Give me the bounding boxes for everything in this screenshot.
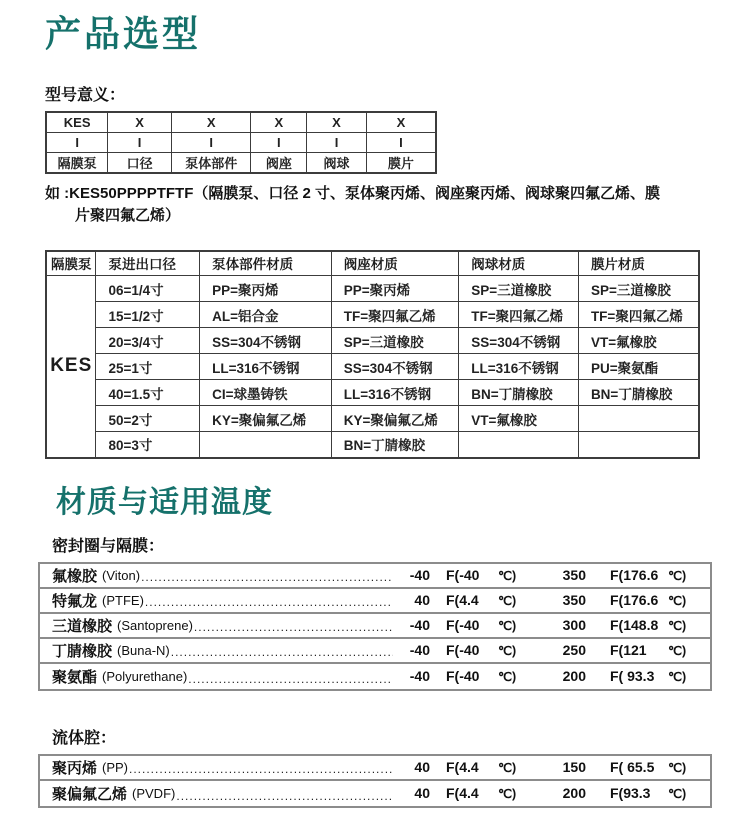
table-cell: 20=3/4寸 bbox=[96, 328, 200, 354]
material-name-en: (PP) bbox=[102, 759, 129, 775]
material-name: 特氟龙 bbox=[52, 592, 98, 610]
table-cell bbox=[200, 432, 332, 458]
max-temp-f: F(121 bbox=[610, 642, 647, 658]
header-port-size: 泵进出口径 bbox=[96, 251, 200, 276]
model-example-line1: 如 :KES50PPPPTFTF（隔膜泵、口径 2 寸、泵体聚丙烯、阀座聚丙烯、阀球聚四氟乙烯、膜 bbox=[45, 184, 661, 202]
table-cell bbox=[459, 432, 579, 458]
table-cell: SS=304不锈钢 bbox=[459, 328, 579, 354]
model-name-cell: 阀球 bbox=[307, 152, 367, 173]
model-bar-cell: I bbox=[307, 132, 367, 152]
max-temp-unit: ℃) bbox=[668, 593, 687, 608]
max-temp-f: F(93.3 bbox=[610, 785, 651, 801]
max-temp-unit: ℃) bbox=[668, 786, 687, 801]
max-temp: 350 bbox=[562, 567, 586, 583]
table-cell: SS=304不锈钢 bbox=[331, 354, 459, 380]
table-cell: TF=聚四氟乙烯 bbox=[331, 302, 459, 328]
model-name-cell: 膜片 bbox=[366, 152, 436, 173]
model-code-cell: X bbox=[251, 112, 307, 132]
table-cell: VT=氟橡胶 bbox=[578, 328, 699, 354]
material-name-en: (Buna-N) bbox=[117, 642, 170, 658]
table-cell: CI=球墨铸铁 bbox=[200, 380, 332, 406]
model-name-cell: 泵体部件 bbox=[171, 152, 251, 173]
dots-leader bbox=[194, 617, 393, 637]
table-cell: KY=聚偏氟乙烯 bbox=[331, 406, 459, 432]
table-cell: LL=316不锈钢 bbox=[200, 354, 332, 380]
min-temp: 40 bbox=[414, 592, 430, 608]
model-code-cell: KES bbox=[46, 112, 108, 132]
min-temp-unit: ℃) bbox=[498, 760, 517, 775]
min-temp-f: F(-40 bbox=[446, 642, 480, 658]
temp-row bbox=[40, 589, 710, 614]
temp-row bbox=[40, 639, 710, 664]
material-name: 聚丙烯 bbox=[52, 759, 98, 777]
table-cell: KY=聚偏氟乙烯 bbox=[200, 406, 332, 432]
max-temp-f: F(148.8 bbox=[610, 617, 659, 633]
seals-label: 密封圈与隔膜： bbox=[52, 537, 165, 555]
model-meaning-label: 型号意义： bbox=[45, 87, 126, 104]
min-temp: -40 bbox=[409, 617, 430, 633]
material-name-en: (PTFE) bbox=[102, 592, 144, 608]
temp-row bbox=[40, 781, 710, 806]
min-temp-unit: ℃) bbox=[498, 568, 517, 583]
table-cell: SP=三道橡胶 bbox=[331, 328, 459, 354]
model-name-cell: 阀座 bbox=[251, 152, 307, 173]
max-temp-f: F( 65.5 bbox=[610, 759, 655, 775]
table-row bbox=[46, 380, 699, 406]
model-code-cell: X bbox=[307, 112, 367, 132]
min-temp-unit: ℃) bbox=[498, 669, 517, 684]
table-cell: SS=304不锈钢 bbox=[200, 328, 332, 354]
material-name: 氟橡胶 bbox=[52, 567, 98, 585]
table-cell: PU=聚氨酯 bbox=[578, 354, 699, 380]
table-cell bbox=[578, 406, 699, 432]
dots-leader bbox=[171, 642, 393, 662]
max-temp-f: F(176.6 bbox=[610, 592, 659, 608]
header-seat-material: 阀座材质 bbox=[331, 251, 459, 276]
table-cell: BN=丁腈橡胶 bbox=[459, 380, 579, 406]
max-temp: 150 bbox=[562, 759, 586, 775]
min-temp-unit: ℃) bbox=[498, 643, 517, 658]
material-name: 聚偏氟乙烯 bbox=[52, 785, 128, 803]
max-temp-unit: ℃) bbox=[668, 669, 687, 684]
model-code-cell: X bbox=[108, 112, 172, 132]
header-pump: 隔膜泵 bbox=[46, 251, 96, 276]
fluid-chamber-label: 流体腔： bbox=[52, 729, 117, 747]
min-temp-f: F(4.4 bbox=[446, 592, 479, 608]
table-row bbox=[46, 276, 699, 302]
material-name: 丁腈橡胶 bbox=[52, 642, 113, 660]
max-temp-unit: ℃) bbox=[668, 643, 687, 658]
dots-leader bbox=[188, 669, 393, 689]
material-name: 三道橡胶 bbox=[52, 617, 113, 635]
fluid-temperature-table bbox=[38, 754, 712, 808]
selection-header-row bbox=[46, 251, 699, 276]
max-temp: 350 bbox=[562, 592, 586, 608]
max-temp: 200 bbox=[562, 668, 586, 684]
model-code-row bbox=[46, 112, 436, 132]
catalog-page bbox=[0, 12, 750, 818]
max-temp-f: F(176.6 bbox=[610, 567, 659, 583]
table-cell: LL=316不锈钢 bbox=[459, 354, 579, 380]
material-name-en: (Viton) bbox=[102, 567, 141, 583]
max-temp: 250 bbox=[562, 642, 586, 658]
model-bar-cell: I bbox=[366, 132, 436, 152]
table-cell: BN=丁腈橡胶 bbox=[578, 380, 699, 406]
min-temp-f: F(-40 bbox=[446, 617, 480, 633]
material-name-en: (Polyurethane) bbox=[102, 668, 188, 684]
table-cell: VT=氟橡胶 bbox=[459, 406, 579, 432]
min-temp-unit: ℃) bbox=[498, 786, 517, 801]
seals-temperature-table bbox=[38, 562, 712, 691]
material-name-en: (PVDF) bbox=[132, 785, 176, 801]
table-cell: SP=三道橡胶 bbox=[459, 276, 579, 302]
table-cell: 40=1.5寸 bbox=[96, 380, 200, 406]
min-temp: -40 bbox=[409, 567, 430, 583]
model-example-line2: 片聚四氟乙烯） bbox=[75, 206, 181, 224]
table-cell: SP=三道橡胶 bbox=[578, 276, 699, 302]
model-example-text bbox=[45, 183, 685, 227]
page-title: 产品选型 bbox=[45, 13, 202, 54]
model-bar-cell: I bbox=[171, 132, 251, 152]
dots-leader bbox=[129, 759, 393, 779]
table-cell: LL=316不锈钢 bbox=[331, 380, 459, 406]
table-cell: TF=聚四氟乙烯 bbox=[459, 302, 579, 328]
model-bar-row bbox=[46, 132, 436, 152]
table-cell: AL=铝合金 bbox=[200, 302, 332, 328]
series-code-cell: KES bbox=[46, 276, 96, 458]
max-temp: 300 bbox=[562, 617, 586, 633]
dots-leader bbox=[141, 567, 393, 587]
table-row bbox=[46, 354, 699, 380]
table-cell: PP=聚丙烯 bbox=[331, 276, 459, 302]
min-temp-f: F(4.4 bbox=[446, 785, 479, 801]
min-temp: -40 bbox=[409, 642, 430, 658]
table-cell: PP=聚丙烯 bbox=[200, 276, 332, 302]
model-code-table bbox=[45, 111, 437, 174]
dots-leader bbox=[176, 786, 393, 806]
min-temp: 40 bbox=[414, 759, 430, 775]
table-row bbox=[46, 302, 699, 328]
model-bar-cell: I bbox=[46, 132, 108, 152]
table-cell: BN=丁腈橡胶 bbox=[331, 432, 459, 458]
material-name: 聚氨酯 bbox=[52, 668, 98, 686]
max-temp-unit: ℃) bbox=[668, 568, 687, 583]
min-temp-f: F(4.4 bbox=[446, 759, 479, 775]
table-row bbox=[46, 432, 699, 458]
min-temp: -40 bbox=[409, 668, 430, 684]
table-cell: 06=1/4寸 bbox=[96, 276, 200, 302]
temp-row bbox=[40, 756, 710, 781]
model-bar-cell: I bbox=[251, 132, 307, 152]
model-name-cell: 口径 bbox=[108, 152, 172, 173]
table-cell: TF=聚四氟乙烯 bbox=[578, 302, 699, 328]
min-temp-f: F(-40 bbox=[446, 668, 480, 684]
material-selection-table bbox=[45, 250, 700, 459]
table-cell bbox=[578, 432, 699, 458]
table-row bbox=[46, 328, 699, 354]
table-cell: 50=2寸 bbox=[96, 406, 200, 432]
min-temp: 40 bbox=[414, 785, 430, 801]
model-name-cell: 隔膜泵 bbox=[46, 152, 108, 173]
materials-section-title: 材质与适用温度 bbox=[56, 485, 273, 519]
model-name-row bbox=[46, 152, 436, 173]
max-temp: 200 bbox=[562, 785, 586, 801]
model-code-cell: X bbox=[171, 112, 251, 132]
temp-row bbox=[40, 564, 710, 589]
table-cell: 25=1寸 bbox=[96, 354, 200, 380]
min-temp-unit: ℃) bbox=[498, 593, 517, 608]
header-body-material: 泵体部件材质 bbox=[200, 251, 332, 276]
max-temp-f: F( 93.3 bbox=[610, 668, 655, 684]
temp-row bbox=[40, 614, 710, 639]
min-temp-f: F(-40 bbox=[446, 567, 480, 583]
table-cell: 80=3寸 bbox=[96, 432, 200, 458]
model-bar-cell: I bbox=[108, 132, 172, 152]
max-temp-unit: ℃) bbox=[668, 618, 687, 633]
table-cell: 15=1/2寸 bbox=[96, 302, 200, 328]
material-name-en: (Santoprene) bbox=[117, 617, 193, 633]
temp-row bbox=[40, 664, 710, 689]
table-row bbox=[46, 406, 699, 432]
header-diaphragm-material: 膜片材质 bbox=[578, 251, 699, 276]
max-temp-unit: ℃) bbox=[668, 760, 687, 775]
header-ball-material: 阀球材质 bbox=[459, 251, 579, 276]
model-code-cell: X bbox=[366, 112, 436, 132]
min-temp-unit: ℃) bbox=[498, 618, 517, 633]
dots-leader bbox=[145, 592, 393, 612]
